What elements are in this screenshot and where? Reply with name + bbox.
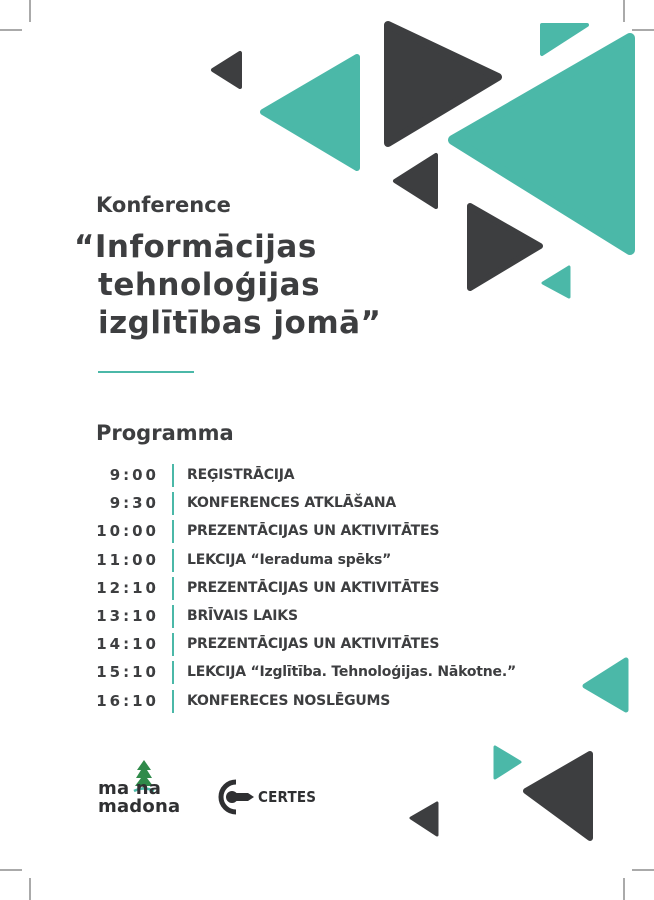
triangle-teal-right: [585, 660, 626, 710]
schedule-event: KONFERENCES ATKLĀŠANA: [187, 495, 396, 512]
schedule-time: 14:10: [96, 635, 159, 654]
triangle-teal: [263, 57, 357, 168]
schedule-event: PREZENTĀCIJAS UN AKTIVITĀTES: [187, 579, 440, 596]
schedule-event: BRĪVAIS LAIKS: [187, 607, 298, 624]
madona-logo-line-1: ma na: [98, 778, 162, 799]
programme-heading: Programma: [96, 421, 234, 445]
triangle-teal-bottom: [495, 747, 520, 778]
schedule-time: 13:10: [96, 606, 159, 625]
schedule-event: LEKCIJA “Izglītība. Tehnoloģijas. Nākotne.”: [187, 664, 516, 681]
conference-kicker: Konference: [96, 193, 231, 217]
title-divider: [98, 371, 194, 373]
triangle-teal-small: [542, 25, 587, 54]
triangle-teal-tiny: [543, 267, 569, 297]
schedule-divider: [172, 577, 174, 600]
title-line-2: tehnoloģijas: [98, 267, 321, 303]
schedule-divider: [172, 464, 174, 487]
schedule-time: 12:10: [96, 578, 159, 597]
title-line-1: “Informācijas: [74, 229, 317, 265]
schedule-time: 9:30: [109, 494, 159, 513]
schedule-divider: [172, 549, 174, 572]
schedule-divider: [172, 520, 174, 543]
madona-logo: [96, 758, 192, 818]
schedule-time: 11:00: [96, 550, 159, 569]
conference-title: [74, 228, 381, 342]
schedule-divider: [172, 492, 174, 515]
schedule-divider: [172, 690, 174, 713]
triangle-dark-bottom-small: [411, 803, 437, 835]
schedule-time: 16:10: [96, 691, 159, 710]
schedule-divider: [172, 605, 174, 628]
schedule-time: 10:00: [96, 522, 159, 541]
schedule-time: 15:10: [96, 663, 159, 682]
schedule-event: REĢISTRĀCIJA: [187, 467, 295, 483]
schedule-event: PREZENTĀCIJAS UN AKTIVITĀTES: [187, 636, 440, 653]
triangle-dark-small: [213, 53, 240, 87]
schedule-event: KONFERECES NOSLĒGUMS: [187, 692, 391, 709]
schedule-divider: [172, 661, 174, 684]
title-line-3: izglītības jomā”: [98, 305, 382, 341]
certes-logo-text: CERTES: [258, 788, 317, 806]
triangle-dark-medium: [395, 155, 436, 207]
schedule-event: PREZENTĀCIJAS UN AKTIVITĀTES: [187, 523, 440, 540]
schedule-event: LEKCIJA “Ieraduma spēks”: [187, 551, 392, 568]
certes-logo: [218, 779, 318, 819]
schedule-time: 9:00: [109, 466, 159, 484]
triangle-dark-bottom: [526, 754, 590, 838]
schedule-divider: [172, 633, 174, 656]
triangle-dark-right: [470, 206, 540, 288]
certes-mark-icon: [218, 779, 256, 815]
madona-logo-line-2: madona: [98, 796, 181, 817]
